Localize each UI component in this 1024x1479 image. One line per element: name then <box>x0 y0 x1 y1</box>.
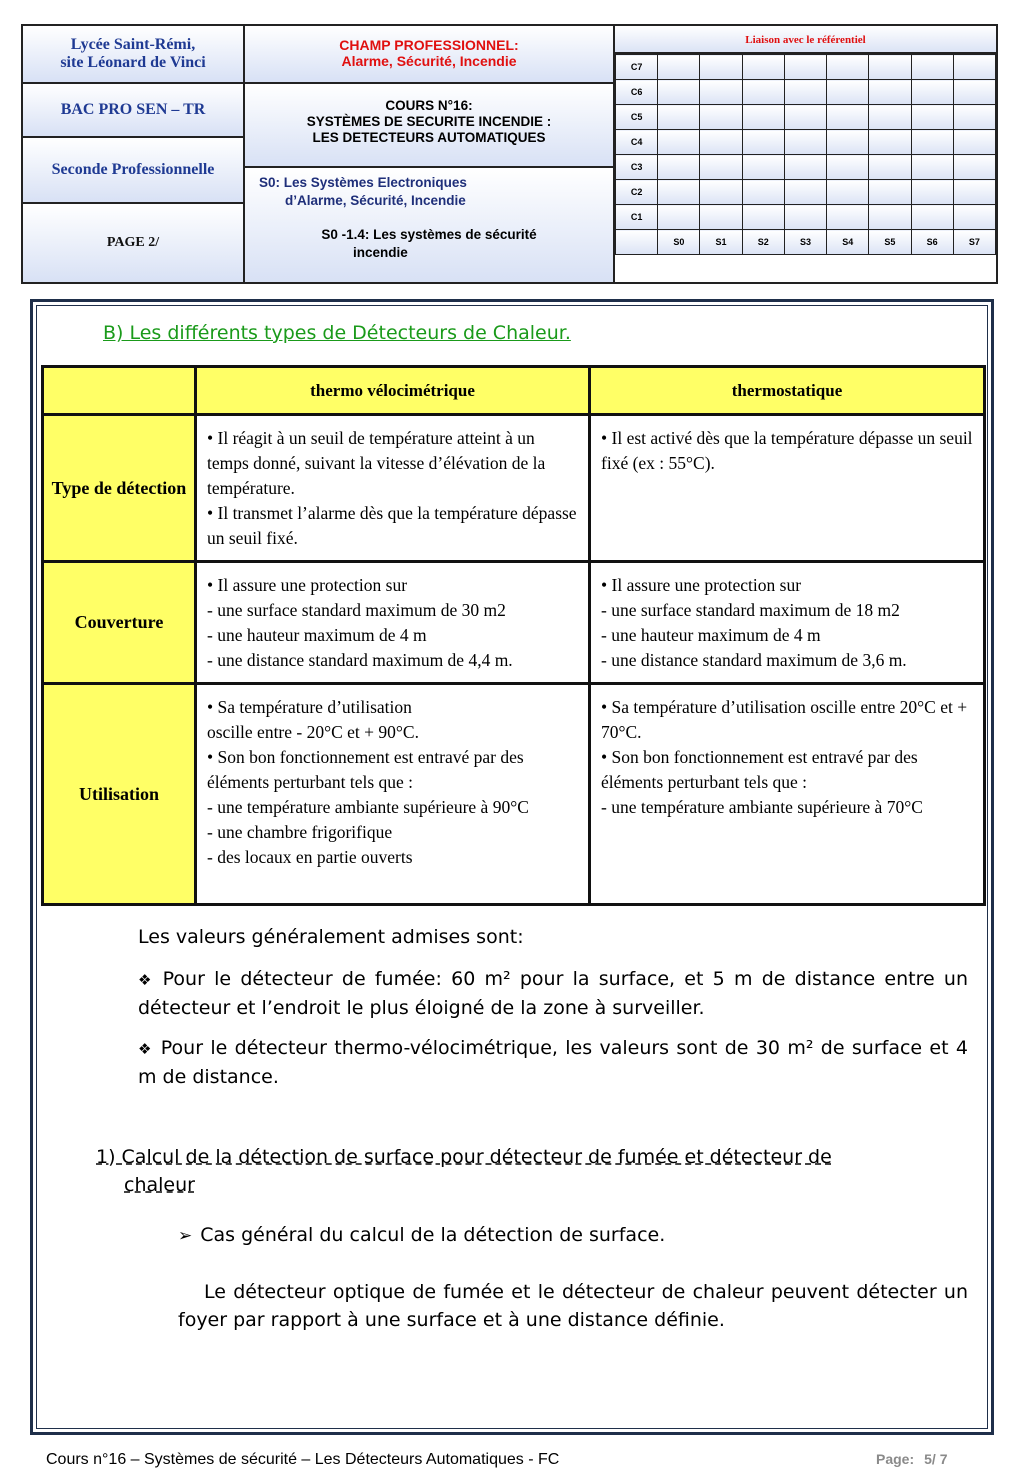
bullet-smoke-detector <box>138 965 968 1022</box>
page-label: PAGE 2/ <box>106 235 160 250</box>
referentiel-cell <box>869 130 911 155</box>
footer-page-value: 5/ 7 <box>924 1451 948 1467</box>
competence-label: C4 <box>616 130 658 155</box>
referentiel-cell <box>911 155 953 180</box>
referentiel-cell <box>742 80 784 105</box>
competence-label: C1 <box>616 205 658 230</box>
competence-label: C3 <box>616 155 658 180</box>
bullet-text: , les valeurs sont de 30 m² de surface et 4 m de distance. <box>138 1037 968 1088</box>
savoir-label: S4 <box>827 230 869 255</box>
detector-comparison-table <box>41 365 986 906</box>
referentiel-row <box>616 155 996 180</box>
table-cell: • Il assure une protection sur - une surface standard maximum de 18 m2 - une hauteur maximum de 4 m - une distance standard maximum de 3,6 m. <box>590 562 985 684</box>
referentiel-cell <box>953 80 995 105</box>
referentiel-cell <box>658 180 700 205</box>
table-cell: • Il est activé dès que la température dépasse un seuil fixé (ex : 55°C). <box>590 415 985 562</box>
referentiel-cell <box>911 180 953 205</box>
referentiel-table <box>615 54 996 255</box>
table-header-row <box>43 367 985 415</box>
competence-label: C7 <box>616 55 658 80</box>
footer-course-title: Cours n°16 – Systèmes de sécurité – Les Détecteurs Automatiques - FC <box>46 1451 560 1468</box>
referentiel-cell <box>658 205 700 230</box>
referentiel-cell <box>700 105 742 130</box>
values-intro: Les valeurs généralement admises sont: <box>138 926 524 948</box>
table-row <box>43 415 985 562</box>
table-corner <box>43 367 196 415</box>
table-cell: • Sa température d’utilisation oscille entre - 20°C et + 90°C. • Son bon fonctionnement est entravé par des éléments perturbant tels que : - une température ambiante supérieure à 90°C - une chambre frigorifique - des locaux en partie ouverts <box>196 684 590 905</box>
savoir-label: S7 <box>953 230 995 255</box>
referentiel-cell <box>742 205 784 230</box>
referentiel-cell <box>827 180 869 205</box>
bullet-bold-label: Pour le détecteur de fumée <box>162 968 436 990</box>
savoir-label: S6 <box>911 230 953 255</box>
arrow-bullet-icon: ➢ <box>178 1226 193 1246</box>
heading-line1: 1) Calcul de la détection de surface pour détecteur de fumée et détecteur de <box>96 1146 832 1168</box>
referentiel-corner <box>616 230 658 255</box>
s014-title: S0 -1.4: Les systèmes de sécurité <box>321 227 537 242</box>
table-cell: • Il assure une protection sur - une surface standard maximum de 30 m2 - une hauteur maximum de 4 m - une distance standard maximum de 4,4 m. <box>196 562 590 684</box>
referentiel-cell <box>827 80 869 105</box>
row-label-utilisation: Utilisation <box>43 684 196 905</box>
champ-cell <box>245 26 615 84</box>
referentiel-cell <box>869 80 911 105</box>
referentiel-savoirs-row <box>616 230 996 255</box>
referentiel-cell <box>658 155 700 180</box>
referentiel-cell <box>700 205 742 230</box>
referentiel-cell <box>658 55 700 80</box>
row-label-couverture: Couverture <box>43 562 196 684</box>
referentiel-cell <box>742 155 784 180</box>
bullet-bold-label: Pour le détecteur thermo-vélocimétrique <box>160 1037 552 1059</box>
cours-subtitle: LES DETECTEURS AUTOMATIQUES <box>312 130 546 145</box>
competence-label: C6 <box>616 80 658 105</box>
savoir-label: S1 <box>700 230 742 255</box>
referentiel-cell <box>869 205 911 230</box>
referentiel-cell <box>784 130 826 155</box>
cours-title: SYSTÈMES DE SECURITE INCENDIE : <box>306 114 552 129</box>
footer-page-label: Page: <box>876 1451 915 1467</box>
referentiel-cell <box>869 180 911 205</box>
referentiel-cell <box>700 55 742 80</box>
referentiel-cell <box>784 155 826 180</box>
referentiel-cell <box>742 130 784 155</box>
subheading-cas-general <box>178 1224 665 1246</box>
page-cell <box>23 204 245 282</box>
detection-paragraph: Le détecteur optique de fumée et le détecteur de chaleur peuvent détecter un foyer par rapport à une surface et à une distance définie. <box>178 1281 968 1331</box>
referentiel-cell <box>869 105 911 130</box>
referentiel-cell <box>700 80 742 105</box>
savoir-label: S2 <box>742 230 784 255</box>
school-name: Lycée Saint-Rémi, <box>70 36 196 53</box>
referentiel-grid <box>615 26 996 282</box>
referentiel-cell <box>784 180 826 205</box>
referentiel-cell <box>827 105 869 130</box>
referentiel-cell <box>742 105 784 130</box>
referentiel-cell <box>784 55 826 80</box>
referentiel-cell <box>784 80 826 105</box>
s014-subtitle: incendie <box>353 245 408 260</box>
referentiel-cell <box>700 130 742 155</box>
referentiel-cell <box>869 55 911 80</box>
referentiel-row <box>616 130 996 155</box>
referentiel-cell <box>953 130 995 155</box>
referentiel-cell <box>742 55 784 80</box>
referentiel-cell <box>911 205 953 230</box>
referentiel-cell <box>658 130 700 155</box>
referentiel-cell <box>953 180 995 205</box>
diamond-bullet-icon: ❖ <box>138 1040 153 1058</box>
referentiel-cell <box>827 205 869 230</box>
savoir-label: S3 <box>784 230 826 255</box>
referentiel-row <box>616 80 996 105</box>
referentiel-cell <box>911 55 953 80</box>
referentiel-cell <box>869 155 911 180</box>
table-cell: • Il réagit à un seuil de température atteint à un temps donné, suivant la vitesse d’élévation de la température. • Il transmet l’alarme dès que la température dépasse un seuil fixé. <box>196 415 590 562</box>
cours-number: COURS N°16: <box>385 98 473 113</box>
heading-line2: chaleur <box>124 1174 195 1196</box>
referentiel-cell <box>953 105 995 130</box>
s0-title: S0: Les Systèmes Electroniques <box>259 175 467 190</box>
referentiel-row <box>616 55 996 80</box>
section-title: B) Les différents types de Détecteurs de Chaleur. <box>103 322 571 344</box>
footer-page-number <box>876 1451 947 1467</box>
competence-label: C2 <box>616 180 658 205</box>
level-label: Seconde Professionnelle <box>51 161 215 178</box>
referentiel-cell <box>953 55 995 80</box>
savoir-label: S5 <box>869 230 911 255</box>
referentiel-cell <box>827 155 869 180</box>
referentiel-cell <box>911 130 953 155</box>
referentiel-cell <box>911 80 953 105</box>
cours-cell <box>245 84 615 168</box>
referentiel-cell <box>953 205 995 230</box>
savoir-label: S0 <box>658 230 700 255</box>
referentiel-cell <box>658 105 700 130</box>
school-cell <box>23 26 245 84</box>
table-cell: • Sa température d’utilisation oscille entre 20°C et + 70°C. • Son bon fonctionnement est entravé par des éléments perturbant tels que : - une température ambiante supérieure à 70°C <box>590 684 985 905</box>
champ-title: CHAMP PROFESSIONNEL: <box>339 37 519 53</box>
table-row <box>43 684 985 905</box>
row-label-type-detection: Type de détection <box>43 415 196 562</box>
col-header-thermostatique: thermostatique <box>590 367 985 415</box>
competence-label: C5 <box>616 105 658 130</box>
referentiel-cell <box>700 155 742 180</box>
referentiel-cell <box>827 55 869 80</box>
col-header-thermo-velocimetrique: thermo vélocimétrique <box>196 367 590 415</box>
referentiel-row <box>616 205 996 230</box>
referentiel-cell <box>911 105 953 130</box>
referentiel-cell <box>827 130 869 155</box>
referentiel-cell <box>784 105 826 130</box>
champ-subtitle: Alarme, Sécurité, Incendie <box>341 53 517 69</box>
heading-calcul-surface <box>96 1143 968 1199</box>
s0-subtitle: d’Alarme, Sécurité, Incendie <box>285 193 466 208</box>
bullet-text: : 60 m² pour la surface, et 5 m de distance entre un détecteur et l’endroit le plus éloigné de la zone à surveiller. <box>138 968 968 1019</box>
savoir-cell <box>245 168 615 282</box>
referentiel-cell <box>658 80 700 105</box>
referentiel-title: Liaison avec le référentiel <box>615 26 996 54</box>
document-header <box>21 24 998 284</box>
diploma-label: BAC PRO SEN – TR <box>60 101 206 118</box>
referentiel-cell <box>700 180 742 205</box>
school-site: site Léonard de Vinci <box>60 54 206 71</box>
subheading-text: Cas général du calcul de la détection de surface. <box>200 1224 666 1246</box>
diamond-bullet-icon: ❖ <box>138 971 155 989</box>
bullet-thermo-detector <box>138 1034 968 1091</box>
referentiel-cell <box>784 205 826 230</box>
diploma-cell <box>23 84 245 138</box>
table-row <box>43 562 985 684</box>
level-cell <box>23 138 245 204</box>
referentiel-row <box>616 180 996 205</box>
referentiel-cell <box>742 180 784 205</box>
referentiel-cell <box>953 155 995 180</box>
referentiel-row <box>616 105 996 130</box>
